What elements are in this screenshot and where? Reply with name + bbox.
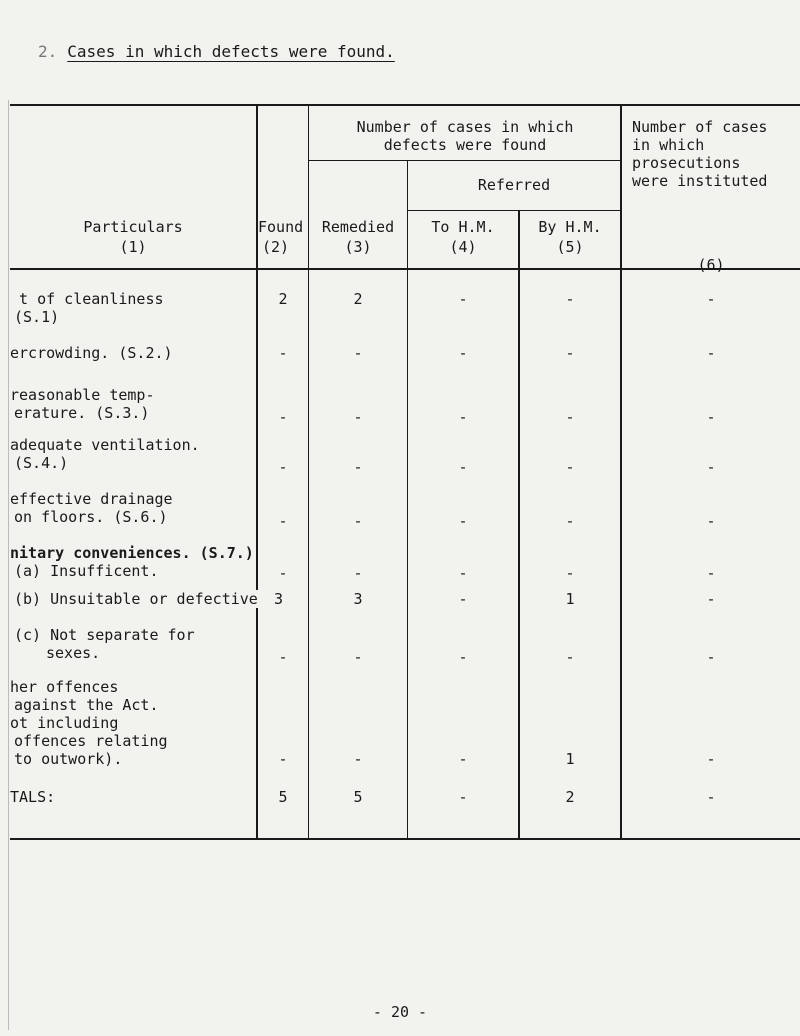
row-7-label-1: (b) Unsuitable or defective — [14, 590, 258, 608]
row-4-to-hm: - — [458, 458, 468, 476]
header-prosecutions-1: Number of cases — [632, 118, 768, 136]
section-number: 2. — [38, 42, 58, 61]
row-4-found: - — [278, 458, 288, 476]
row-5-by-hm: - — [565, 512, 575, 530]
row-5-label-1: effective drainage — [10, 490, 173, 508]
row-3-remedied: - — [353, 408, 363, 426]
page-margin-line — [8, 100, 9, 1030]
row-2-prosecutions: - — [706, 344, 716, 362]
row-8-found: - — [278, 648, 288, 666]
row-8-remedied: - — [353, 648, 363, 666]
row-10-remedied: 5 — [353, 788, 363, 806]
header-remedied: Remedied — [321, 218, 395, 236]
row-8-label-2: sexes. — [46, 644, 101, 662]
row-9-label-2: against the Act. — [14, 696, 159, 714]
row-3-label-1: reasonable temp- — [10, 386, 155, 404]
row-10-by-hm: 2 — [565, 788, 575, 806]
row-5-label-2: on floors. (S.6.) — [14, 508, 168, 526]
row-2-remedied: - — [353, 344, 363, 362]
row-7-prosecutions: - — [706, 590, 716, 608]
row-6-to-hm: - — [458, 564, 468, 582]
row-1-label-1: t of cleanliness — [10, 290, 164, 308]
row-3-prosecutions: - — [706, 408, 716, 426]
table-bottom-rule — [10, 838, 800, 840]
row-9-label-1: her offences — [10, 678, 119, 696]
header-by-hm: By H.M. — [538, 218, 602, 236]
row-1-prosecutions: - — [706, 290, 716, 308]
row-5-remedied: - — [353, 512, 363, 530]
row-6-prosecutions: - — [706, 564, 716, 582]
row-4-prosecutions: - — [706, 458, 716, 476]
row-6-label-2: (a) Insufficent. — [14, 562, 159, 580]
row-7-by-hm: 1 — [565, 590, 575, 608]
row-2-label-1: ercrowding. (S.2.) — [10, 344, 173, 362]
row-5-to-hm: - — [458, 512, 468, 530]
header-group-line2: defects were found — [383, 136, 547, 154]
row-8-prosecutions: - — [706, 648, 716, 666]
row-7-remedied: 3 — [353, 590, 363, 608]
row-1-label-2: (S.1) — [14, 308, 60, 326]
row-10-to-hm: - — [458, 788, 468, 806]
row-1-to-hm: - — [458, 290, 468, 308]
col-num-6: (6) — [697, 256, 725, 274]
row-3-to-hm: - — [458, 408, 468, 426]
row-4-label-1: adequate ventilation. — [10, 436, 200, 454]
row-7-to-hm: - — [458, 590, 468, 608]
header-prosecutions-4: were instituted — [632, 172, 768, 190]
section-title-text: Cases in which defects were found. — [67, 42, 395, 61]
row-2-found: - — [278, 344, 288, 362]
row-6-found: - — [278, 564, 288, 582]
row-9-by-hm: 1 — [565, 750, 575, 768]
col-num-3: (3) — [344, 238, 372, 256]
row-1-found: 2 — [278, 290, 288, 308]
header-particulars: Particulars — [83, 218, 183, 236]
row-2-by-hm: - — [565, 344, 575, 362]
row-2-to-hm: - — [458, 344, 468, 362]
row-7-found: 3 — [274, 590, 284, 608]
row-8-to-hm: - — [458, 648, 468, 666]
header-mid-rule — [308, 160, 620, 161]
row-3-found: - — [278, 408, 288, 426]
row-8-label-1: (c) Not separate for — [14, 626, 195, 644]
row-9-label-5: to outwork). — [14, 750, 123, 768]
row-5-found: - — [278, 512, 288, 530]
row-6-by-hm: - — [565, 564, 575, 582]
col-num-1: (1) — [119, 238, 147, 256]
row-8-by-hm: - — [565, 648, 575, 666]
row-6-remedied: - — [353, 564, 363, 582]
row-9-prosecutions: - — [706, 750, 716, 768]
row-6-label-1: nitary conveniences. (S.7.) — [10, 544, 254, 562]
col-num-4: (4) — [449, 238, 477, 256]
row-10-found: 5 — [278, 788, 288, 806]
row-4-label-2: (S.4.) — [14, 454, 69, 472]
row-5-prosecutions: - — [706, 512, 716, 530]
header-prosecutions-2: in which — [632, 136, 705, 154]
row-4-by-hm: - — [565, 458, 575, 476]
row-10-prosecutions: - — [706, 788, 716, 806]
header-sub-rule — [408, 210, 620, 211]
row-9-to-hm: - — [458, 750, 468, 768]
row-1-remedied: 2 — [353, 290, 363, 308]
row-10-label-1: TALS: — [10, 788, 56, 806]
row-9-found: - — [278, 750, 288, 768]
row-4-remedied: - — [353, 458, 363, 476]
col-rule-3 — [407, 160, 408, 838]
header-to-hm: To H.M. — [431, 218, 495, 236]
section-title — [38, 42, 395, 61]
row-3-by-hm: - — [565, 408, 575, 426]
col-num-5: (5) — [556, 238, 584, 256]
header-prosecutions-3: prosecutions — [632, 154, 741, 172]
row-9-label-3: ot including — [10, 714, 119, 732]
row-1-by-hm: - — [565, 290, 575, 308]
row-9-label-4: offences relating — [14, 732, 168, 750]
row-9-remedied: - — [353, 750, 363, 768]
col-num-2: (2) — [262, 238, 290, 256]
header-referred: Referred — [477, 176, 551, 194]
page-number: - 20 - — [372, 1003, 428, 1021]
header-found: Found — [258, 218, 304, 236]
row-3-label-2: erature. (S.3.) — [14, 404, 150, 422]
header-group-line1: Number of cases in which — [356, 118, 574, 136]
table-top-rule — [10, 104, 800, 106]
